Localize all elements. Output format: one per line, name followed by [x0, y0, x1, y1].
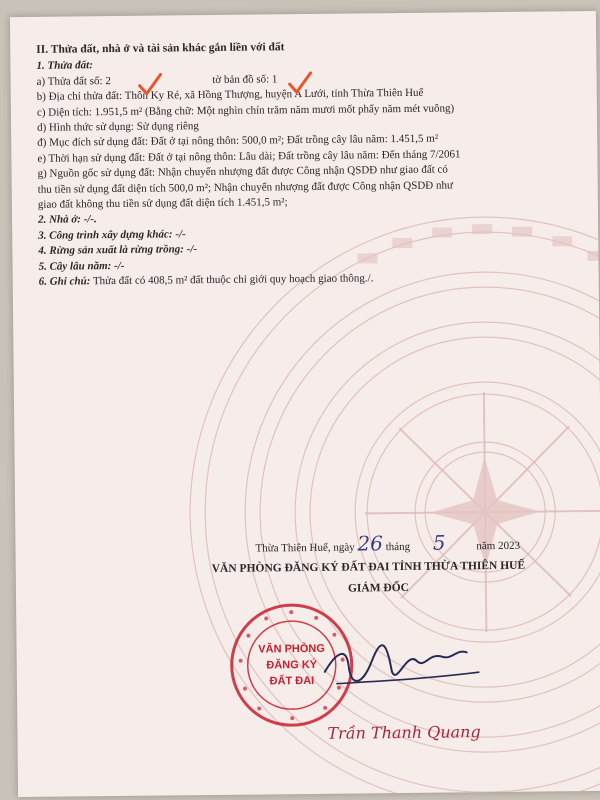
signing-date [255, 530, 520, 557]
note-text: Thửa đất có 408,5 m² đất thuộc chỉ giới quy hoạch giao thông./. [90, 272, 374, 288]
parcel-value: 2 [105, 74, 111, 87]
origin-line-1: g) Nguồn gốc sử dụng đất: Nhận chuyển nhượng đất được Công nhận QSDĐ như giao đất có [37, 163, 448, 181]
term-line: e) Thời hạn sử dụng đất: Đất ở tại nông thôn: Lâu dài; Đất trồng cây lâu năm: Đến tháng 7/2061 [37, 148, 461, 165]
date-day: 26 [357, 531, 384, 556]
land-heading: 1. Thửa đất: [36, 59, 93, 73]
handwritten-signature-icon [316, 630, 487, 702]
parcel-label: a) Thửa đất số: [36, 74, 103, 88]
area-line: c) Diện tích: 1.951,5 m² (Bằng chữ: Một nghìn chín trăm năm mươi mốt phẩy năm mét vuông) [36, 102, 455, 119]
stamp-text-2: ĐĂNG KÝ [266, 658, 318, 672]
stamp-text-1: VĂN PHÒNG [258, 642, 325, 656]
forest-line: 4. Rừng sản xuất là rừng trồng: -/- [38, 243, 198, 258]
year-label: năm 2023 [476, 539, 521, 553]
address-line: b) Địa chỉ thửa đất: Thôn Ky Ré, xã Hồng Thượng, huyện A Lưới, tỉnh Thừa Thiên Huế [36, 86, 424, 104]
note-label: 6. Ghi chú: [38, 275, 91, 288]
section-title: II. Thửa đất, nhà ở và tài sản khác gắn liền với đất [36, 41, 285, 56]
director-title: GIÁM ĐỐC [347, 581, 410, 595]
map-value: 1 [271, 73, 278, 86]
date-month: 5 [432, 530, 446, 555]
signer-name: Trần Thanh Quang [327, 722, 481, 743]
place-prefix: Thừa Thiên Huế, ngày [255, 541, 355, 555]
purpose-line: đ) Mục đích sử dụng đất: Đất ở tại nông thôn: 500,0 m²; Đất trồng cây lâu năm: 1.451,5 m² [37, 133, 439, 150]
construction-line: 3. Công trình xây dựng khác: -/- [38, 228, 186, 242]
house-line: 2. Nhà ở: -/-. [37, 213, 97, 227]
check-mark-icon [287, 70, 313, 96]
check-mark-icon [137, 71, 163, 97]
map-label: tờ bản đồ số: [212, 73, 270, 86]
month-label: tháng [385, 540, 411, 554]
stamp-text-3: ĐẤT ĐAI [269, 674, 315, 688]
origin-line-3: giao đất không thu tiền sử dụng đất diện tích 1.451,5 m²; [37, 196, 288, 211]
certificate-page [10, 11, 600, 797]
perennial-line: 5. Cây lâu năm: -/- [38, 259, 125, 273]
origin-line-2: thu tiền sử dụng đất diện tích 500,0 m²; Nhận chuyển nhượng đất được Công nhận QSDĐ như [37, 179, 453, 196]
issuing-office: VĂN PHÒNG ĐĂNG KÝ ĐẤT ĐAI TỈNH THỪA THIÊN HUẾ [211, 559, 526, 576]
usage-form-line: d) Hình thức sử dụng: Sử dụng riêng [37, 120, 199, 134]
